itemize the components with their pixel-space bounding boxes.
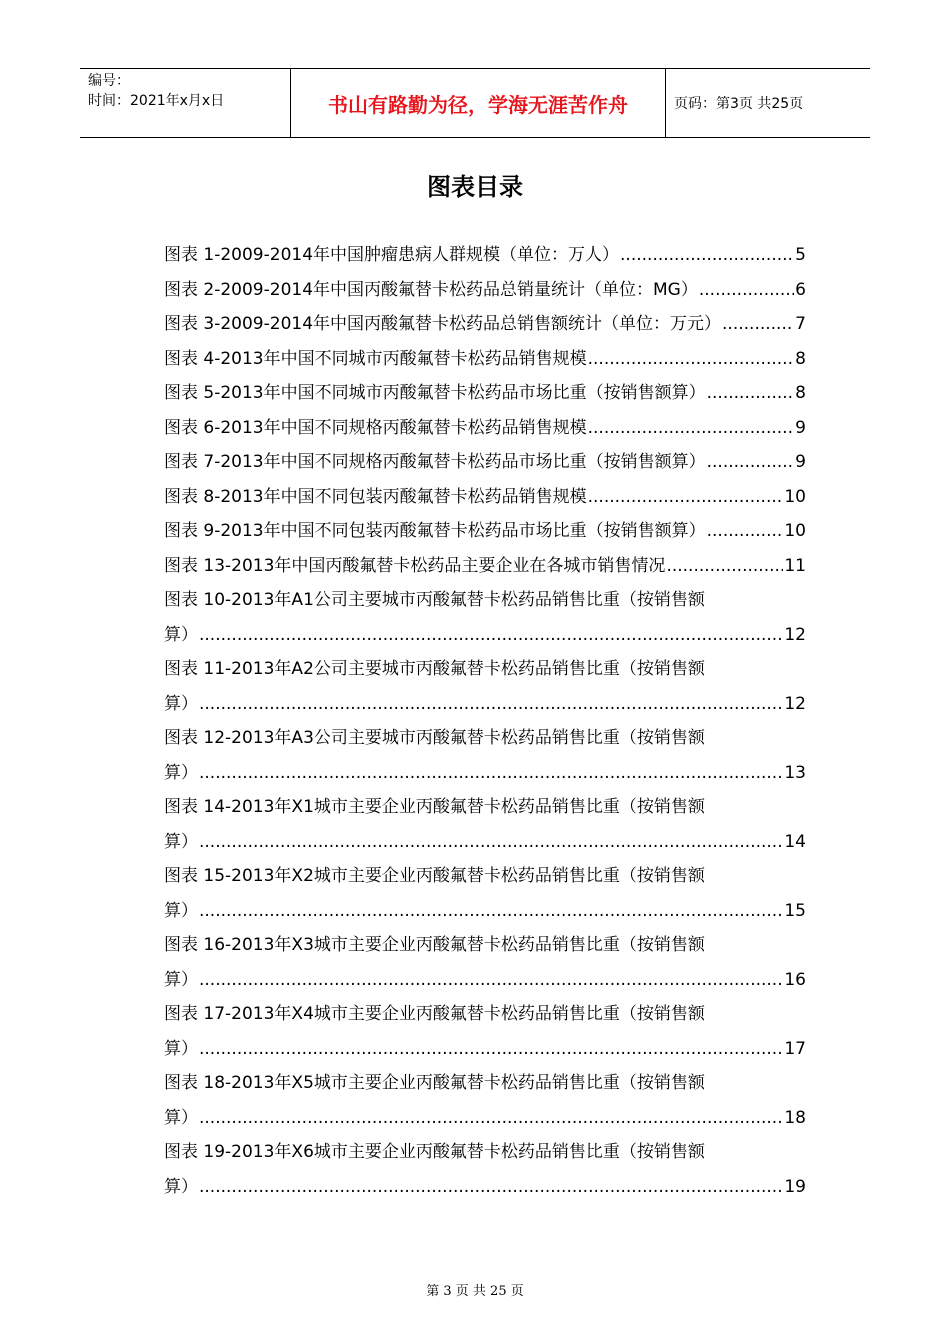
toc-page-number: 11 xyxy=(784,555,806,576)
toc-entry-title: 图表 11-2013年A2公司主要城市丙酸氟替卡松药品销售比重（按销售额 xyxy=(164,659,705,679)
page-footer: 第 3 页 共 25 页 xyxy=(426,1284,524,1299)
toc-entry-title: 图表 2-2009-2014年中国丙酸氟替卡松药品总销量统计（单位：MG） xyxy=(164,279,698,300)
toc-line xyxy=(164,1032,806,1067)
toc-line xyxy=(164,445,806,480)
toc-line xyxy=(164,790,806,825)
header-page-info: 页码：第3页 共25页 xyxy=(674,96,804,112)
toc-entry[interactable] xyxy=(164,790,806,859)
toc-page-number: 10 xyxy=(784,521,806,541)
toc-entry-title: 图表 8-2013年中国不同包装丙酸氟替卡松药品销售规模 xyxy=(164,486,587,507)
toc-page-number: 13 xyxy=(784,762,806,783)
toc-line xyxy=(164,342,806,377)
toc-line xyxy=(164,480,806,515)
toc-entry[interactable] xyxy=(164,997,806,1066)
toc-entry-title: 图表 12-2013年A3公司主要城市丙酸氟替卡松药品销售比重（按销售额 xyxy=(164,728,705,748)
toc-entry-title: 图表 9-2013年中国不同包装丙酸氟替卡松药品市场比重（按销售额算） xyxy=(164,521,706,541)
toc-line xyxy=(164,549,806,584)
toc-entry-title: 算） xyxy=(164,831,198,852)
toc-line xyxy=(164,859,806,894)
toc-entry[interactable] xyxy=(164,342,806,377)
toc-entry[interactable] xyxy=(164,1066,806,1135)
toc-entry-title: 图表 19-2013年X6城市主要企业丙酸氟替卡松药品销售比重（按销售额 xyxy=(164,1142,705,1162)
toc-line xyxy=(164,273,806,308)
toc-leader-dots xyxy=(588,411,795,446)
toc-leader-dots xyxy=(707,514,784,549)
toc-entry-title: 图表 15-2013年X2城市主要企业丙酸氟替卡松药品销售比重（按销售额 xyxy=(164,866,705,886)
toc-entry[interactable] xyxy=(164,1135,806,1204)
toc-leader-dots xyxy=(199,756,783,791)
toc-line xyxy=(164,514,806,549)
toc-page-number: 10 xyxy=(784,486,806,507)
toc-page-number: 12 xyxy=(784,693,806,714)
toc-entry[interactable] xyxy=(164,273,806,308)
toc-page-number: 19 xyxy=(784,1176,806,1197)
toc-page-number: 5 xyxy=(795,245,806,265)
time-label: 时间：2021年x月x日 xyxy=(88,93,225,109)
toc-entry-title: 图表 13-2013年中国丙酸氟替卡松药品主要企业在各城市销售情况 xyxy=(164,555,666,576)
toc-leader-dots xyxy=(199,1170,783,1205)
toc-line xyxy=(164,825,806,860)
toc-line xyxy=(164,894,806,929)
toc-entry-title: 算） xyxy=(164,969,198,990)
toc-page-number: 14 xyxy=(784,831,806,852)
toc-page-number: 9 xyxy=(795,417,806,438)
toc-entry-title: 图表 16-2013年X3城市主要企业丙酸氟替卡松药品销售比重（按销售额 xyxy=(164,935,705,955)
toc-line xyxy=(164,238,806,273)
toc-page-number: 16 xyxy=(784,969,806,990)
toc-entry[interactable] xyxy=(164,480,806,515)
toc-line xyxy=(164,928,806,963)
toc-entry-title: 算） xyxy=(164,693,198,714)
toc-entry-title: 算） xyxy=(164,624,198,645)
toc-line xyxy=(164,583,806,618)
toc-leader-dots xyxy=(199,894,783,929)
toc-leader-dots xyxy=(707,445,795,480)
toc-line xyxy=(164,997,806,1032)
page-title: 图表目录 xyxy=(427,173,523,201)
toc-leader-dots xyxy=(199,618,783,653)
toc-line xyxy=(164,1101,806,1136)
toc-entry[interactable] xyxy=(164,549,806,584)
toc-leader-dots xyxy=(699,273,794,308)
toc-entry-title: 图表 7-2013年中国不同规格丙酸氟替卡松药品市场比重（按销售额算） xyxy=(164,452,706,472)
toc-leader-dots xyxy=(199,687,783,722)
toc-leader-dots xyxy=(722,307,794,342)
toc-entry[interactable] xyxy=(164,307,806,342)
toc-line xyxy=(164,1135,806,1170)
toc-entry-title: 图表 14-2013年X1城市主要企业丙酸氟替卡松药品销售比重（按销售额 xyxy=(164,797,705,817)
toc-leader-dots xyxy=(199,825,783,860)
toc-line xyxy=(164,652,806,687)
toc-page-number: 6 xyxy=(795,279,806,300)
toc-entry[interactable] xyxy=(164,411,806,446)
toc-entry-title: 图表 10-2013年A1公司主要城市丙酸氟替卡松药品销售比重（按销售额 xyxy=(164,590,705,610)
toc-entry[interactable] xyxy=(164,445,806,480)
toc-line xyxy=(164,376,806,411)
toc-entry[interactable] xyxy=(164,376,806,411)
toc-line xyxy=(164,756,806,791)
toc-page-number: 15 xyxy=(784,900,806,921)
toc-page-number: 18 xyxy=(784,1107,806,1128)
toc-entry-title: 算） xyxy=(164,762,198,783)
header-meta xyxy=(80,69,290,137)
toc-entry-title: 图表 5-2013年中国不同城市丙酸氟替卡松药品市场比重（按销售额算） xyxy=(164,383,706,403)
toc-line xyxy=(164,1170,806,1205)
toc-page-number: 12 xyxy=(784,624,806,645)
toc-entry-title: 算） xyxy=(164,1107,198,1128)
toc-entry-title: 图表 18-2013年X5城市主要企业丙酸氟替卡松药品销售比重（按销售额 xyxy=(164,1073,705,1093)
toc-entry-title: 算） xyxy=(164,1176,198,1197)
toc-leader-dots xyxy=(707,376,795,411)
toc-entry-title: 算） xyxy=(164,1038,198,1059)
toc-page-number: 8 xyxy=(795,383,806,403)
toc-leader-dots xyxy=(588,480,784,515)
toc-entry[interactable] xyxy=(164,652,806,721)
toc-leader-dots xyxy=(588,342,795,377)
number-label: 编号： xyxy=(88,73,130,89)
header-motto: 书山有路勤为径，学海无涯苦作舟 xyxy=(290,69,666,137)
toc-page-number: 9 xyxy=(795,452,806,472)
toc-line xyxy=(164,721,806,756)
toc-entry[interactable] xyxy=(164,514,806,549)
toc-entry-title: 算） xyxy=(164,900,198,921)
toc-page-number: 8 xyxy=(795,348,806,369)
toc-page-number: 17 xyxy=(784,1038,806,1059)
toc-leader-dots xyxy=(199,963,783,998)
table-of-figures xyxy=(164,238,806,1204)
toc-entry-title: 图表 17-2013年X4城市主要企业丙酸氟替卡松药品销售比重（按销售额 xyxy=(164,1004,705,1024)
toc-entry[interactable] xyxy=(164,583,806,652)
toc-leader-dots xyxy=(199,1101,783,1136)
toc-entry[interactable] xyxy=(164,859,806,928)
toc-entry[interactable] xyxy=(164,928,806,997)
toc-line xyxy=(164,411,806,446)
toc-entry-title: 图表 3-2009-2014年中国丙酸氟替卡松药品总销售额统计（单位：万元） xyxy=(164,314,722,334)
page-header xyxy=(80,68,870,138)
toc-line xyxy=(164,687,806,722)
toc-page-number: 7 xyxy=(795,314,806,334)
toc-entry-title: 图表 1-2009-2014年中国肿瘤患病人群规模（单位：万人） xyxy=(164,245,620,265)
toc-entry-title: 图表 6-2013年中国不同规格丙酸氟替卡松药品销售规模 xyxy=(164,417,587,438)
toc-line xyxy=(164,1066,806,1101)
toc-entry-title: 图表 4-2013年中国不同城市丙酸氟替卡松药品销售规模 xyxy=(164,348,587,369)
toc-entry[interactable] xyxy=(164,721,806,790)
toc-leader-dots xyxy=(620,238,794,273)
toc-leader-dots xyxy=(666,549,783,584)
toc-line xyxy=(164,618,806,653)
toc-line xyxy=(164,307,806,342)
toc-leader-dots xyxy=(199,1032,783,1067)
toc-entry[interactable] xyxy=(164,238,806,273)
toc-line xyxy=(164,963,806,998)
